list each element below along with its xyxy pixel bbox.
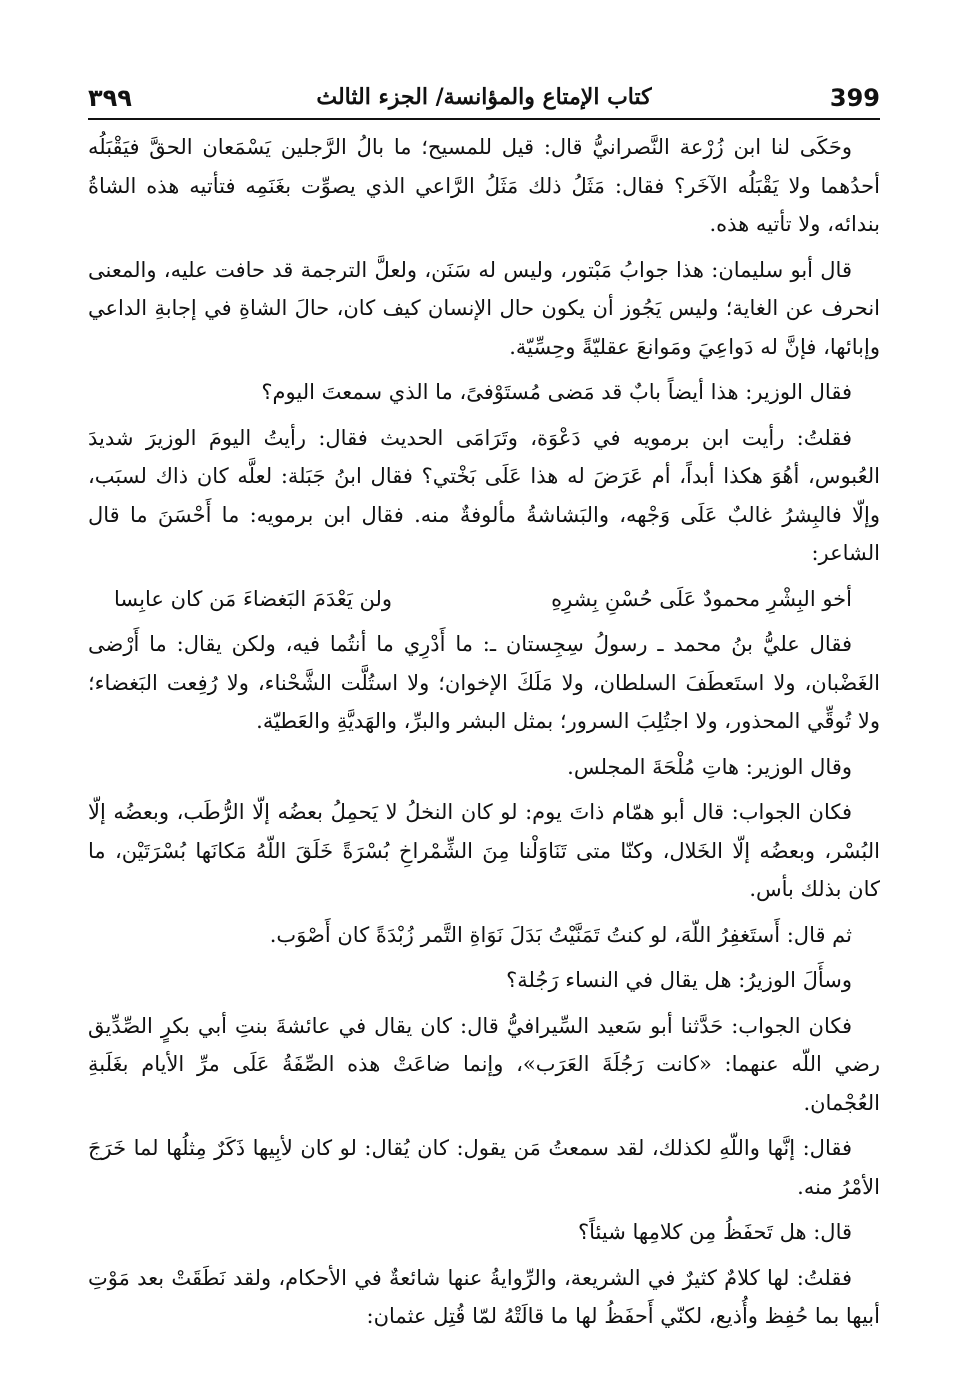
paragraph-8: ثم قال: أَستَغفِرُ اللّهَ، لو كنتُ تَمَنَّيْتُ بَدَلَ نَوَاةِ التَّمر زُبْدَةً كان أَصْوَب. [269,922,852,947]
paragraph-13: فقلتُ: لها كلامٌ كثيرٌ في الشريعة، والرِّوايةُ عنها شائعةٌ في الأحكام، ولقد نَطَقَتْ بعد مَوْتِ أبيها بما حُفِظ وأُذيع، لكنّي أَحفَظُ لها ما قالَتْهُ لمّا قُتِل عثمان: [88,1265,880,1328]
paragraph-6: وقال الوزير: هاتِ مُلْحَةَ المجلس. [567,754,852,779]
paragraph-4: فقلتُ: رأيت ابن برمويه في دَعْوَة، وتَرَامَى الحديث فقال: رأيتُ اليومَ الوزيرَ شديدَ العُبوس، أهُوَ هكذا أبداً، أم عَرَضَ له هذا عَلَى بَخْتي؟ فقال ابنُ جَبَلة: لعلَّه كان ذاك لسبَب، وإلّا فالبِشرُ غالبٌ عَلَى وَجْهه، والبَشاشةُ مألوفةٌ منه. فقال ابن برمويه: ما أَحْسَنَ ما قال الشاعر: [88,425,880,565]
paragraph-7: فكان الجواب: قال أبو همّام ذاتَ يوم: لو كان النخلُ لا يَحمِلُ بعضُه إلّا الرُّطَب، وبعضُه إلّا البُسْر، وبعضُه إلّا الخَلال، وكنّا متى تَنَاوَلْنا مِنَ الشِّمْراخِ بُسْرَةً خَلَقَ اللّهُ مَكانَها بُسْرَتَيْن، ما كان بذلك بأس. [88,800,880,901]
paragraph-5: فقال عليُّ بنُ محمد ـ رسولُ سِجِستان ـ: ما أَدْرِي ما أنتُما فيه، ولكن يقال: ما أَرْضى الغَضْبان، ولا استَعطَفَ السلطان، ولا مَلَكَ الإخوان؛ ولا استُلَّت الشَّحْناء، ولا رُفِعت البَغضاء؛ ولا تُوقِّي المحذور، ولا اجتُلِبَ السرور؛ بمثل البشر والبرِّ، والهَديَّةِ والعَطيّة. [88,632,880,733]
running-title: كتاب الإمتاع والمؤانسة/ الجزء الثالث [316,84,652,110]
verse-hemistich-second: ولن يَعْدَمَ البَغضاءَ مَن كان عابِسا [114,586,393,611]
page-number-arabic: ٣٩٩ [88,84,132,112]
header-rule [88,118,880,120]
paragraph-10: فكان الجواب: حَدَّثنا أبو سَعيد السِّيرافيُّ قال: كان يقال في عائشةَ بنتِ أبي بكرٍ الصِّدِّيق رضي اللّه عنهما: «كانت رَجُلَةَ العَرَب»، وإنما ضاعَتْ هذه الصِّفَةُ عَلَى مرِّ الأيام بغَلَبةِ العُجْمان. [88,1013,880,1115]
paragraph-12: قال: هل تَحفَظُ مِن كلامِها شيئاً؟ [578,1220,852,1244]
paragraph-11: فقال: إنَّها واللّهِ لكذلك، لقد سمعتُ مَن يقول: كان يُقال: لو كان لأبِيها ذَكَرٌ مِثلُها لما خَرَجَ الأمْرُ منه. [88,1136,880,1199]
paragraph-3: فقال الوزير: هذا أيضاً بابٌ قد مَضى مُستَوْفىً، ما الذي سمعتَ اليوم؟ [261,380,852,404]
verse-hemistich-first: أخو البِشْرِ محمودٌ عَلَى حُسْنِ بِشرِهِ [551,586,852,611]
page-number-latin: 399 [829,84,880,112]
paragraph-1: وحَكَى لنا ابن زُرْعة النَّصرانيُّ قال: قيل للمسيح؛ ما بالُ الرَّجلين يَسْمَعان الحقَّ فيَقْبَلُه أحدُهما ولا يَقْبَلُه الآخَر؟ فقال: مَثَلُ ذلك مَثَلُ الرَّاعي الذي يصوِّت بغَنَمِه فتأتيه هذه الشاةُ بندائه، ولا تأتيه هذه. [88,135,880,236]
page-header [88,78,880,114]
paragraph-2: قال أبو سليمان: هذا جوابُ مَبْتور، وليس له سَنَن، ولعلَّ الترجمة قد حافت عليه، والمعنى انحرف عن الغاية؛ وليس يَجُوز أن يكون حال الإنسان كيف كان، حالَ الشاةِ في إجابةِ الداعي وإبائها، فإنَّ له دَواعِيَ ومَوانعَ عقليّةً وحِسِّيّة. [88,257,880,359]
poetry-verse [88,580,880,619]
paragraph-9: وسأَلَ الوزيرُ: هل يقال في النساء رَجُلة؟ [506,968,852,992]
page-body [88,128,880,1343]
